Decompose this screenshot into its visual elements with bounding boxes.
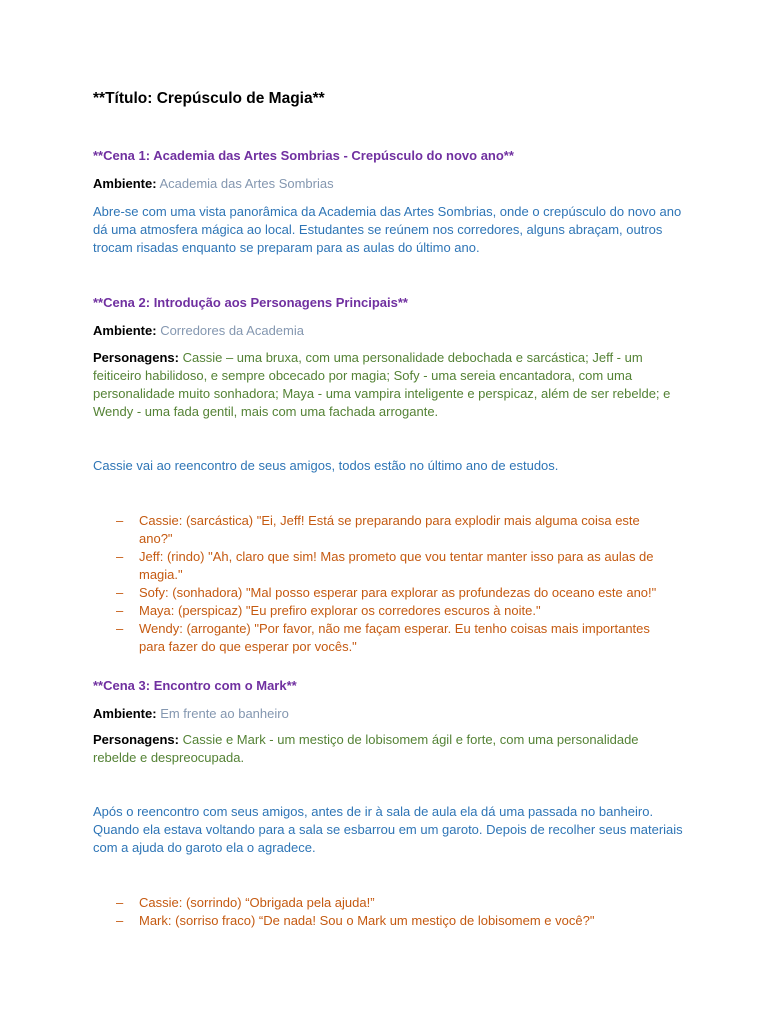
ambiente-value: Academia das Artes Sombrias bbox=[159, 176, 334, 191]
dialogue-line bbox=[116, 548, 676, 584]
scene-2-ambiente bbox=[93, 322, 685, 340]
dialogue-line bbox=[116, 602, 676, 620]
scene-2-dialogue-list bbox=[116, 512, 676, 656]
scene-1-narration: Abre-se com uma vista panorâmica da Academia das Artes Sombrias, onde o crepúsculo do novo ano dá uma atmosfera mágica ao local. Estudantes se reúnem nos corredores, alguns abraçam, outros trocam risadas enquanto se preparam para as aulas do último ano. bbox=[93, 204, 682, 255]
scene-1-heading: **Cena 1: Academia das Artes Sombrias - Crepúsculo do novo ano** bbox=[93, 148, 514, 163]
scene-3-ambiente bbox=[93, 705, 685, 723]
personagens-label: Personagens: bbox=[93, 732, 179, 747]
dialogue-text: Cassie: (sarcástica) "Ei, Jeff! Está se preparando para explodir mais alguma coisa este ano?" bbox=[139, 513, 640, 546]
scene-1-ambiente bbox=[93, 175, 685, 193]
dash-bullet: – bbox=[116, 585, 124, 600]
ambiente-value: Em frente ao banheiro bbox=[160, 706, 289, 721]
dash-bullet: – bbox=[116, 895, 124, 910]
document-title: **Título: Crepúsculo de Magia** bbox=[93, 90, 325, 107]
scene-3-dialogue-list bbox=[116, 894, 676, 930]
ambiente-label: Ambiente: bbox=[93, 323, 157, 338]
dialogue-line bbox=[116, 620, 676, 656]
dialogue-text: Cassie: (sorrindo) “Obrigada pela ajuda!” bbox=[139, 895, 375, 910]
personagens-label: Personagens: bbox=[93, 350, 179, 365]
dash-bullet: – bbox=[116, 603, 124, 618]
personagens-value: Cassie e Mark - um mestiço de lobisomem ágil e forte, com uma personalidade rebelde e despreocupada. bbox=[93, 732, 639, 765]
ambiente-value: Corredores da Academia bbox=[160, 323, 304, 338]
scene-2-narration: Cassie vai ao reencontro de seus amigos, todos estão no último ano de estudos. bbox=[93, 458, 559, 473]
dash-bullet: – bbox=[116, 621, 124, 636]
dialogue-text: Maya: (perspicaz) "Eu prefiro explorar os corredores escuros à noite." bbox=[139, 603, 541, 618]
dialogue-line bbox=[116, 894, 676, 912]
dialogue-line bbox=[116, 584, 676, 602]
scene-3-heading: **Cena 3: Encontro com o Mark** bbox=[93, 678, 297, 693]
dialogue-text: Jeff: (rindo) "Ah, claro que sim! Mas prometo que vou tentar manter isso para as aulas de magia." bbox=[139, 549, 654, 582]
scene-2-heading: **Cena 2: Introdução aos Personagens Principais** bbox=[93, 295, 408, 310]
scene-3-personagens bbox=[93, 731, 685, 767]
dash-bullet: – bbox=[116, 549, 124, 564]
dash-bullet: – bbox=[116, 913, 124, 928]
ambiente-label: Ambiente: bbox=[93, 706, 157, 721]
dialogue-line bbox=[116, 512, 676, 548]
dialogue-text: Wendy: (arrogante) "Por favor, não me façam esperar. Eu tenho coisas mais importantes para fazer do que esperar por vocês." bbox=[139, 621, 650, 654]
scene-3-narration: Após o reencontro com seus amigos, antes de ir à sala de aula ela dá uma passada no banheiro. Quando ela estava voltando para a sala se esbarrou em um garoto. Depois de recolher seus materiais com a ajuda do garoto ela o agradece. bbox=[93, 804, 683, 855]
dialogue-line bbox=[116, 912, 676, 930]
dash-bullet: – bbox=[116, 513, 124, 528]
scene-2-personagens bbox=[93, 349, 685, 421]
ambiente-label: Ambiente: bbox=[93, 176, 157, 191]
dialogue-text: Mark: (sorriso fraco) “De nada! Sou o Mark um mestiço de lobisomem e você?" bbox=[139, 913, 595, 928]
personagens-value: Cassie – uma bruxa, com uma personalidade debochada e sarcástica; Jeff - um feiticeiro habilidoso, e sempre obcecado por magia; Sofy - uma sereia encantadora, com uma personalidade muito sonhadora; Maya - uma vampira inteligente e perspicaz, além de ser rebelde; e Wendy - uma fada gentil, mais com uma fachada arrogante. bbox=[93, 350, 671, 419]
dialogue-text: Sofy: (sonhadora) "Mal posso esperar para explorar as profundezas do oceano este ano!" bbox=[139, 585, 657, 600]
